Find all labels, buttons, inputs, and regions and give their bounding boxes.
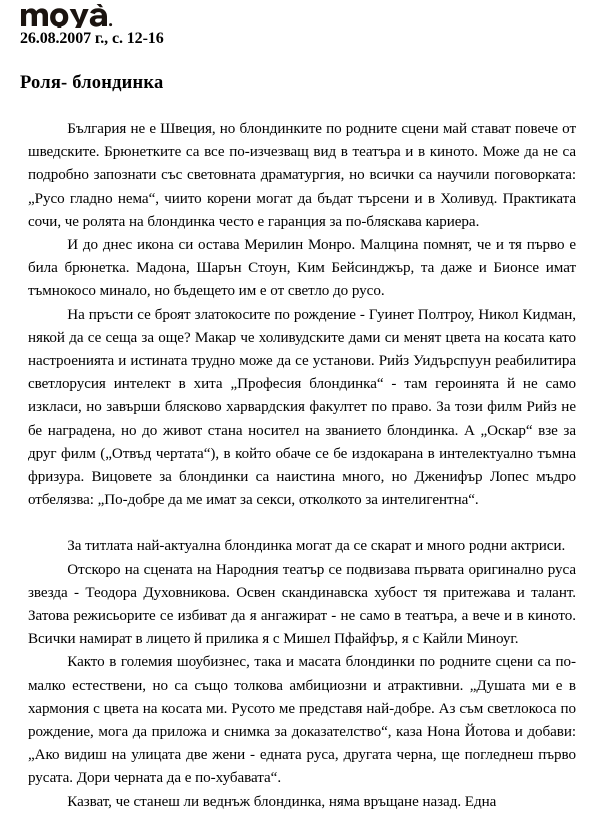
article-paragraph: Казват, че станеш ли веднъж блондинка, няма връщане назад. Една <box>67 793 497 810</box>
article-paragraph: Както в големия шоубизнес, така и масата блондинки по родните сцени са по-малко естествени, но са също толкова амбициозни и атрактивни. „Душата ми е в хармония с цвета на косата ми. Русото ме представя най-добре. Аз съм светлокоса по рождение, мога да приложа и снимка за доказателство“, каза Нона Йотова и добави: „Ако видиш на улицата две жени - едната руса, другата черна, ще погледнеш първо русата. Дори черната да е по-хубавата“. <box>28 654 576 787</box>
article-paragraph: България не е Швеция, но блондинките по родните сцени май стават повече от шведските. Брюнетките са все по-изчезващ вид в театъра и в киното. Може да не са подробно запознати със световната драматургия, но всички са научили поговорката: „Русо гладно нема“, чиито корени могат да бъдат търсени и в Холивуд. Практиката сочи, че ролята на блондинка често е гаранция за по-бляскава кариера. <box>28 121 576 230</box>
issue-date-page-line: 26.08.2007 г., с. 12-16 <box>20 30 164 47</box>
article-paragraph: За титлата най-актуална блондинка могат да се скарат и много родни актриси. <box>67 538 566 555</box>
article-paragraph: На пръсти се броят златокосите по рождение - Гуинет Полтроу, Никол Кидман, някой да се сеща за още? Макар че холивудските дами си менят цвета на косата като настроенията и истината трудно може да се установи. Рийз Уидърспуун реабилитира светлорусия интелект в хита „Професия блондинка“ - там героинята й не само изкласи, но завърши блясково харвардския факултет по право. За този филм Рийз не бе наградена, но до живот стана носител на званието блондинка. А „Оскар“ взе за друг филм („Отвъд чертата“), в който обаче се бе издокарана в интелектуално тъмна фризура. Вицовете за блондинки са наистина много, но Дженифър Лопес мъдро отбелязва: „По-добре да ме имат за секси, отколкото за интелигентна“. <box>28 306 576 509</box>
article-paragraph: И до днес икона си остава Мерилин Монро. Малцина помнят, че и тя първо е била брюнетка. Мадона, Шарън Стоун, Ким Бейсинджър, та даже и Бионсе имат тъмнокосо минало, но бъдещето им е от светло до русо. <box>28 237 576 300</box>
moya-wordmark-logo <box>20 4 116 28</box>
article-paragraph: Отскоро на сцената на Народния театър се подвизава първата оригинално руса звезда - Теодора Духовникова. Освен скандинавска хубост тя притежава и талант. Затова режисьорите се избиват да я ангажират - не само в театъра, а вече и в киното. Всички намират в лицето й прилика я с Мишел Пфайфър, я с Кайли Миноуг. <box>28 561 576 648</box>
masthead <box>12 4 588 48</box>
page-title: Роля- блондинка <box>20 73 164 93</box>
article-body <box>12 118 588 814</box>
